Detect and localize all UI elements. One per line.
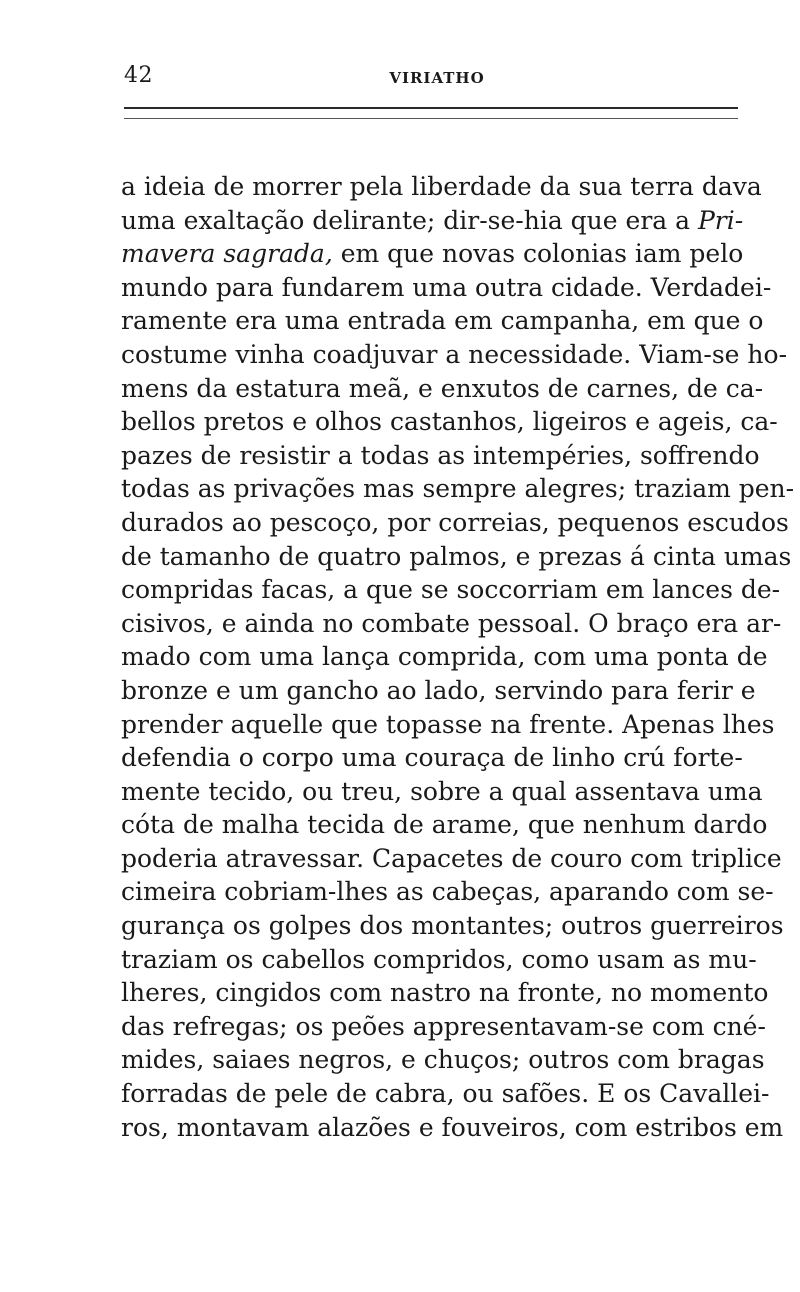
text-line: mens da estatura meã, e enxutos de carnes, de ca- [121,373,764,403]
text-line: costume vinha coadjuvar a necessidade. Viam-se ho- [121,339,788,369]
text-line: cisivos, e ainda no combate pessoal. O braço era ar- [121,608,782,638]
text-line: cimeira cobriam-lhes as cabeças, aparando com se- [121,877,774,907]
text-line-plain-part: em que novas colonias iam pelo [332,239,744,269]
body-text [121,170,795,1144]
text-line-with-italic [121,237,744,271]
text-line: mente tecido, ou treu, sobre a qual assentava uma [121,776,763,806]
text-line: gurança os golpes dos montantes; outros guerreiros [121,911,784,941]
text-line: cóta de malha tecida de arame, que nenhum dardo [121,810,768,840]
text-line: prender aquelle que topasse na frente. Apenas lhes [121,709,775,739]
text-line: defendia o corpo uma couraça de linho crú forte- [121,743,743,773]
text-line: pazes de resistir a todas as intempéries, soffrendo [121,440,760,470]
text-line: de tamanho de quatro palmos, e prezas á cinta umas [121,541,792,571]
text-line-with-italic [121,204,744,238]
header-rule-bottom [124,118,738,119]
text-line: traziam os cabellos compridos, como usam as mu- [121,944,757,974]
italic-phrase-start: Pri- [697,205,744,235]
text-line: mundo para fundarem uma outra cidade. Verdadei- [121,272,772,302]
page-number: 42 [124,63,153,88]
text-line: lheres, cingidos com nastro na fronte, no momento [121,978,769,1008]
text-line: compridas facas, a que se soccorriam em lances de- [121,575,781,605]
text-line: das refregas; os peões appresentavam-se com cné- [121,1011,766,1041]
text-line: durados ao pescoço, por correias, pequenos escudos [121,507,789,537]
text-line: ramente era uma entrada em campanha, em que o [121,306,764,336]
italic-phrase-end: mavera sagrada, [121,239,333,269]
text-line: bellos pretos e olhos castanhos, ligeiros e ageis, ca- [121,407,778,437]
text-line-plain-part: uma exaltação delirante; dir-se-hia que era a [121,205,698,235]
text-line: forradas de pele de cabra, ou safões. E os Cavallei- [121,1079,770,1109]
text-line: poderia atravessar. Capacetes de couro com triplice [121,843,782,873]
text-line: mides, saiaes negros, e chuços; outros com bragas [121,1045,765,1075]
page-header [124,60,738,94]
header-rule-top [124,107,738,109]
text-line: a ideia de morrer pela liberdade da sua terra dava [121,172,762,201]
text-line: ros, montavam alazões e fouveiros, com estribos em [121,1112,784,1142]
text-line: todas as privações mas sempre alegres; traziam pen- [121,474,795,504]
text-line: bronze e um gancho ao lado, servindo para ferir e [121,675,756,705]
running-title: VIRIATHO [389,69,485,87]
text-line: mado com uma lança comprida, com uma ponta de [121,642,768,672]
